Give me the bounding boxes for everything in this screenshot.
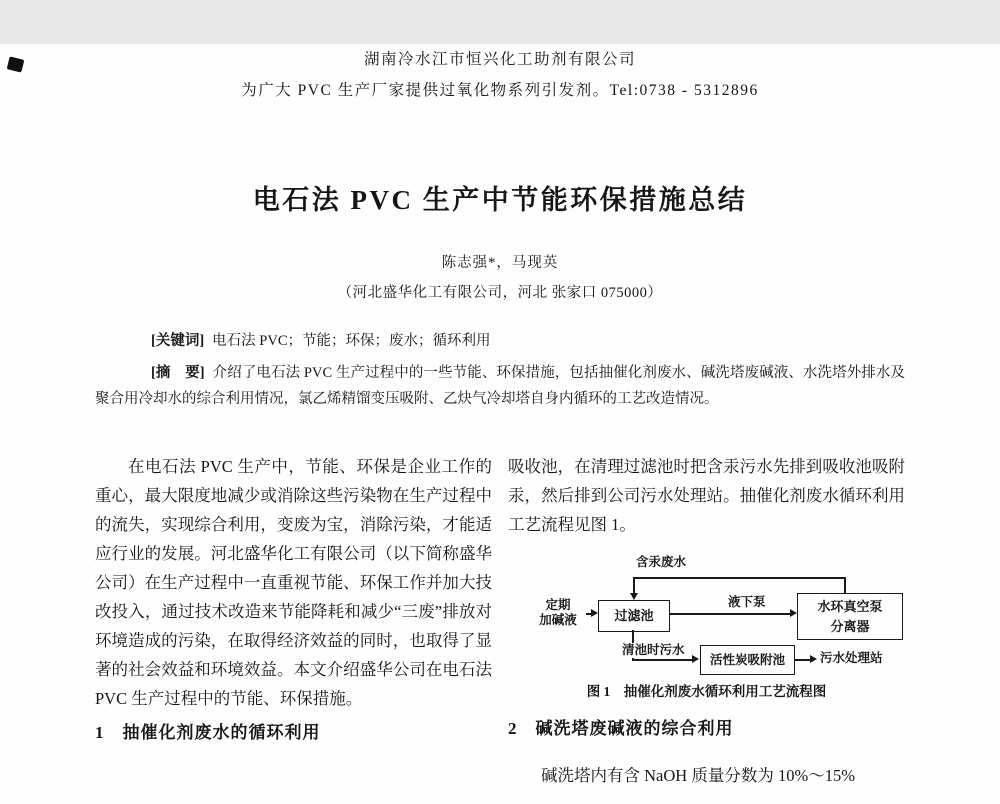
keywords-label: [关键词] <box>151 333 205 349</box>
flow-connector-pump <box>669 613 791 615</box>
keywords-text: 电石法 PVC；节能；环保；废水；循环利用 <box>212 333 491 349</box>
flow-label-submerged-pump: 液下泵 <box>728 595 766 609</box>
affiliation-line: （河北盛华化工有限公司，河北 张家口 075000） <box>337 285 663 301</box>
flow-label-alkali-feed-line1: 定期 <box>545 598 571 612</box>
authors-line: 陈志强*，马现英 <box>441 255 559 271</box>
flow-box-vacuum-pump-separator <box>797 593 903 640</box>
publisher-ad-header <box>0 44 1000 106</box>
flow-connector-top <box>633 577 845 579</box>
left-column <box>95 452 492 790</box>
flow-connector-top-left-drop <box>633 577 635 594</box>
flow-label-mercury-wastewater: 含汞废水 <box>636 555 687 569</box>
flow-label-alkali-feed-line2: 加碱液 <box>539 613 577 627</box>
meta-block <box>95 328 905 412</box>
arrowhead-feed <box>591 609 598 617</box>
two-column-body <box>95 452 905 790</box>
flow-connector-top-right-riser <box>844 577 846 593</box>
flow-label-alkali-feed <box>530 598 586 628</box>
abstract-label: [摘 要] <box>151 365 205 381</box>
keywords-line <box>95 328 905 354</box>
intro-paragraph: 在电石法 PVC 生产中，节能、环保是企业工作的重心，最大限度地减少或消除这些污染物在生产过程中的流失，实现综合利用，变废为宝，消除污染，才能适应行业的发展。河北盛华化工有限公司（以下简称盛华公司）在生产过程中一直重视节能、环保工作并加大技改投入，通过技术改造来节能降耗和减少“三废”排放对环境造成的污染，在取得经济效益的同时，也取得了显著的社会效益和环境效益。本文介绍盛华公司在电石法 PVC 生产过程中的节能、环保措施。 <box>95 457 492 708</box>
flow-label-sewage-station: 污水处理站 <box>820 651 883 665</box>
flow-box-vacuum-line1: 水环真空泵 <box>817 599 883 614</box>
abstract-line <box>95 360 905 412</box>
arrowhead-into-filter-pool <box>630 593 638 600</box>
ad-line-1: 湖南冷水江市恒兴化工助剂有限公司 <box>363 51 636 68</box>
arrowhead-drain <box>692 655 699 663</box>
flow-box-vacuum-line2: 分离器 <box>830 619 870 634</box>
ad-line-2: 为广大 PVC 生产厂家提供过氧化物系列引发剂。Tel:0738 - 5312896 <box>241 82 759 99</box>
flow-label-cleaning-sewage: 清池时污水 <box>622 643 685 657</box>
arrowhead-out <box>810 655 817 663</box>
paper-title: 电石法 PVC 生产中节能环保措施总结 <box>252 185 748 215</box>
figure-1-flow-diagram <box>508 547 905 677</box>
section-2-paragraph: 碱洗塔内有含 NaOH 质量分数为 10%～15% <box>541 766 855 785</box>
flow-box-activated-carbon-pool: 活性炭吸附池 <box>700 645 795 675</box>
arrowhead-pump <box>790 609 797 617</box>
continuation-paragraph: 吸收池，在清理过滤池时把含汞污水先排到吸收池吸附汞，然后排到公司污水处理站。抽催化剂废水循环利用工艺流程见图 1。 <box>508 457 905 534</box>
right-column <box>508 452 905 790</box>
section-2-heading: 2 碱洗塔废碱液的综合利用 <box>508 719 734 738</box>
flow-box-filter-pool: 过滤池 <box>598 600 670 632</box>
section-1-heading: 1 抽催化剂废水的循环利用 <box>95 723 321 742</box>
flow-connector-drain <box>632 659 693 661</box>
figure-1-caption: 图 1 抽催化剂废水循环利用工艺流程图 <box>586 684 827 699</box>
abstract-text: 介绍了电石法 PVC 生产过程中的一些节能、环保措施，包括抽催化剂废水、碱洗塔废碱液、水洗塔外排水及聚合用冷却水的综合利用情况，氯乙烯精馏变压吸附、乙炔气冷却塔自身内循环的工艺改造情况。 <box>95 365 905 407</box>
scanned-paper-page <box>0 44 1000 804</box>
